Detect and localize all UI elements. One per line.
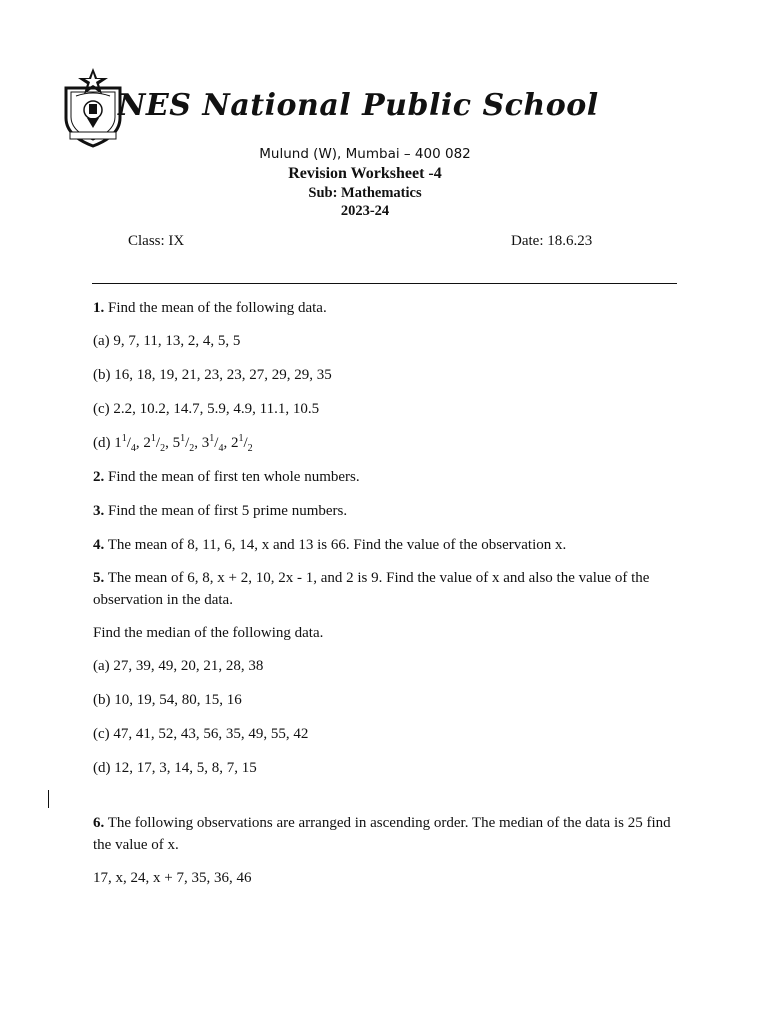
question-number: 5.	[93, 570, 105, 586]
question-text: The following observations are arranged in ascending order. The median of the data is 25 find the value of x.	[93, 815, 671, 853]
worksheet-title: Revision Worksheet -4	[288, 165, 442, 182]
fraction-denominator: 4	[130, 443, 136, 454]
header-divider	[92, 283, 677, 284]
fraction-whole: 5	[172, 435, 181, 451]
question-text: The mean of 6, 8, x + 2, 10, 2x - 1, and 2 is 9. Find the value of x and also the value of the observation in the data.	[93, 570, 650, 608]
fraction-slash: /	[155, 435, 161, 451]
question-text: The mean of 8, 11, 6, 14, x and 13 is 66. Find the value of the observation x.	[104, 537, 567, 553]
fraction-slash: /	[126, 435, 131, 451]
mixed-fraction	[114, 433, 136, 454]
q1-part-c: (c) 2.2, 10.2, 14.7, 5.9, 4.9, 11.1, 10.5	[93, 401, 320, 417]
fraction-denominator: 2	[189, 443, 195, 454]
median-part-a: (a) 27, 39, 49, 20, 21, 28, 38	[93, 658, 264, 674]
median-part-d: (d) 12, 17, 3, 14, 5, 8, 7, 15	[93, 760, 257, 776]
question-number: 6.	[93, 815, 105, 831]
question-text: Find the mean of the following data.	[104, 300, 327, 316]
fraction-slash: /	[185, 435, 190, 451]
median-part-b: (b) 10, 19, 54, 80, 15, 16	[93, 692, 242, 708]
question-2	[93, 466, 683, 488]
q6-data: 17, x, 24, x + 7, 35, 36, 46	[93, 870, 252, 886]
question-number: 2.	[93, 469, 105, 485]
q1-part-b: (b) 16, 18, 19, 21, 23, 23, 27, 29, 29, 35	[93, 367, 332, 383]
mixed-fraction	[201, 433, 224, 454]
q1-part-d	[93, 432, 683, 454]
median-instruction: Find the median of the following data.	[93, 625, 324, 641]
text-cursor	[48, 790, 49, 808]
fraction-numerator: 1	[238, 433, 244, 444]
q1-part-a: (a) 9, 7, 11, 13, 2, 4, 5, 5	[93, 333, 241, 349]
question-5	[93, 567, 683, 611]
question-6	[93, 812, 683, 856]
question-number: 3.	[93, 503, 105, 519]
fraction-numerator: 1	[121, 433, 127, 444]
question-number: 4.	[93, 537, 105, 553]
date-label: Date: 18.6.23	[511, 233, 593, 249]
question-text: Find the mean of first 5 prime numbers.	[104, 503, 348, 519]
worksheet-body	[93, 297, 683, 889]
part-label: (d)	[93, 435, 115, 451]
subject-line: Sub: Mathematics	[308, 185, 422, 201]
fraction-whole: 1	[114, 435, 122, 451]
class-label: Class: IX	[128, 233, 185, 249]
question-3	[93, 500, 683, 522]
question-number: 1.	[93, 300, 105, 316]
fraction-denominator: 2	[160, 443, 166, 454]
fraction-whole: 3	[201, 435, 210, 451]
median-part-c: (c) 47, 41, 52, 43, 56, 35, 49, 55, 42	[93, 726, 309, 742]
school-address: Mulund (W), Mumbai – 400 082	[259, 146, 471, 162]
fraction-numerator: 1	[150, 433, 156, 444]
fraction-denominator: 4	[218, 443, 224, 454]
fraction-slash: /	[243, 435, 248, 451]
fraction-list: $1^1/_4$, $2^1/_2$, $5^1/_2$, $3^1/_4$, $2^1/_2$	[114, 433, 253, 454]
mixed-fraction	[172, 433, 195, 454]
mixed-fraction	[143, 433, 166, 454]
academic-year: 2023-24	[340, 203, 390, 219]
fraction-slash: /	[214, 435, 219, 451]
fraction-whole: 2	[230, 435, 239, 451]
fraction-numerator: 1	[180, 433, 186, 444]
fraction-whole: 2	[143, 435, 151, 451]
question-1	[93, 297, 683, 319]
fraction-denominator: 2	[247, 443, 253, 454]
school-name: NES National Public School	[118, 88, 599, 123]
mixed-fraction	[230, 433, 253, 454]
question-text: Find the mean of first ten whole numbers.	[104, 469, 360, 485]
fraction-numerator: 1	[209, 433, 215, 444]
question-4	[93, 534, 683, 556]
